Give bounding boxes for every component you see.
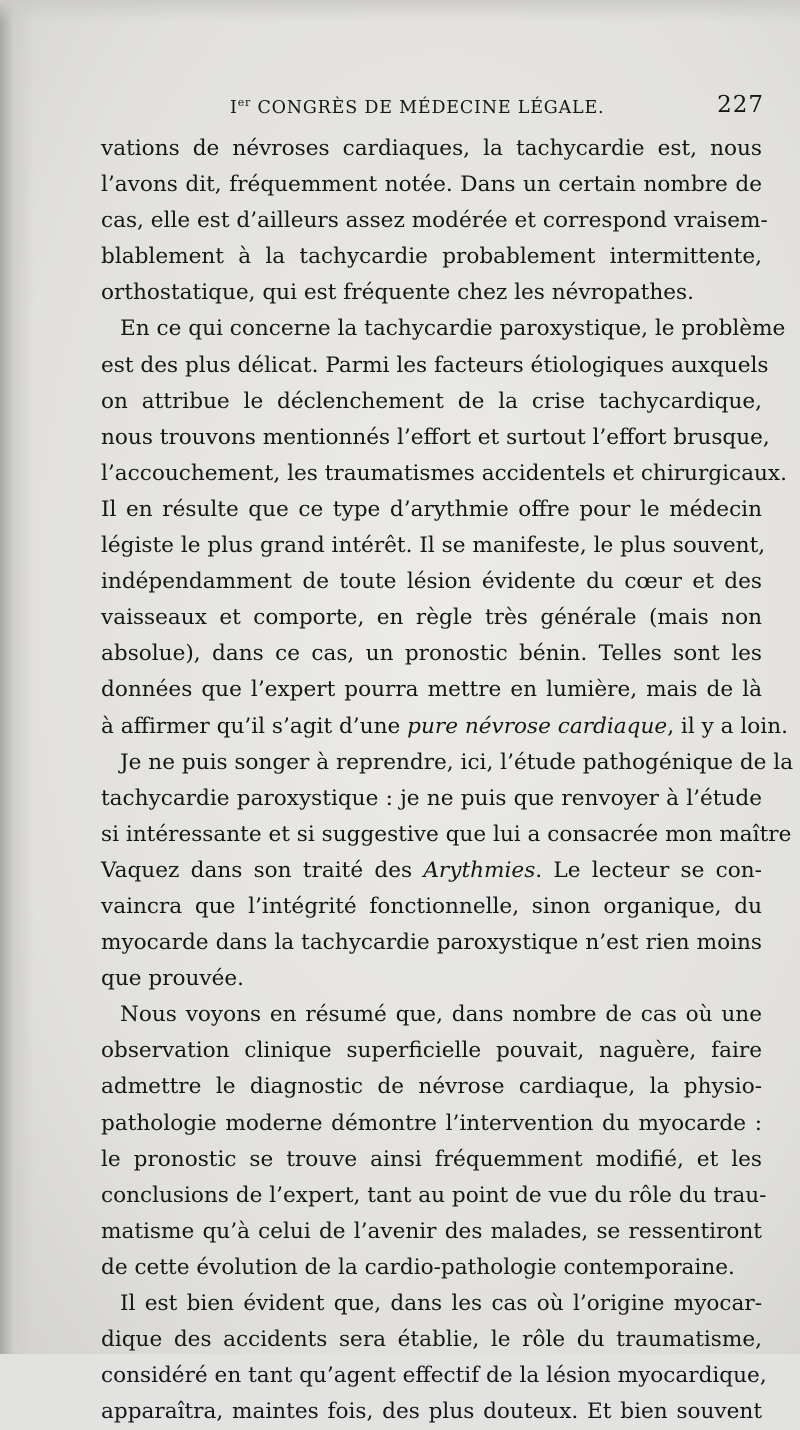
text-line: cas, elle est d’ailleurs assez modérée et correspond vraisem- (101, 208, 768, 234)
text-line: on attribue le déclenchement de la crise tachycardique, (101, 388, 762, 414)
text-segment: , il y a loin. (667, 713, 788, 739)
text-line: indépendamment de toute lésion évidente du cœur et des (101, 569, 762, 595)
title-superscript: er (237, 96, 252, 109)
page-top-shadow (0, 0, 800, 22)
text-line: Il en résulte que ce type d’arythmie offre pour le médecin (101, 496, 762, 522)
text-line: pathologie moderne démontre l’intervention du myocarde : (101, 1110, 762, 1136)
page-number: 227 (717, 92, 764, 118)
text-line: Il est bien évident que, dans les cas où l’origine myocar- (120, 1291, 762, 1316)
text-line: vaincra que l’intégrité fonctionnelle, sinon organique, du (101, 893, 762, 919)
text-line: admettre le diagnostic de névrose cardiaque, la physio- (101, 1074, 762, 1100)
page-gutter-shadow (0, 0, 34, 1354)
title-prefix: I (230, 98, 238, 118)
text-line: orthostatique, qui est fréquente chez les névropathes. (101, 280, 694, 306)
text-line: matisme qu’à celui de l’avenir des malades, se ressentiront (101, 1218, 762, 1244)
text-line: Je ne puis songer à reprendre, ici, l’étude pathogénique de la (120, 749, 794, 775)
text-line (101, 853, 762, 889)
text-line: observation clinique superficielle pouvait, naguère, faire (101, 1038, 762, 1064)
text-line: si intéressante et si suggestive que lui a consacrée mon maître (101, 821, 792, 847)
text-line: nous trouvons mentionnés l’effort et surtout l’effort brusque, (101, 424, 770, 450)
text-line: tachycardie paroxystique : je ne puis que renvoyer à l’étude (101, 785, 762, 811)
text-line: considéré en tant qu’agent effectif de la lésion myocardique, (101, 1363, 767, 1389)
text-line: que prouvée. (101, 966, 245, 992)
text-line: blablement à la tachycardie probablement intermittente, (101, 244, 762, 270)
text-line: vations de névroses cardiaques, la tachycardie est, nous (101, 136, 762, 161)
text-line: légiste le plus grand intérêt. Il se manifeste, le plus souvent, (101, 533, 766, 559)
text-line: l’accouchement, les traumatismes accidentels et chirurgicaux. (101, 460, 787, 486)
text-line: Nous voyons en résumé que, dans nombre de cas où une (120, 1002, 762, 1028)
text-line: le pronostic se trouve ainsi fréquemment modifié, et les (101, 1146, 762, 1172)
running-header (96, 92, 764, 124)
text-line: En ce qui concerne la tachycardie paroxystique, le problème (120, 316, 786, 342)
text-line: l’avons dit, fréquemment notée. Dans un certain nombre de (101, 172, 762, 198)
italic-phrase: Arythmies (423, 857, 536, 883)
text-segment: . Le lecteur se con- (535, 857, 762, 883)
text-line: est des plus délicat. Parmi les facteurs étiologiques auxquels (101, 352, 769, 378)
italic-phrase: pure névrose cardiaque (407, 713, 668, 739)
text-line: vaisseaux et comporte, en règle très générale (mais non (101, 605, 762, 631)
title-main: CONGRÈS DE MÉDECINE LÉGALE. (251, 98, 605, 118)
text-line: myocarde dans la tachycardie paroxystique n’est rien moins (101, 930, 762, 956)
text-line: données que l’expert pourra mettre en lumière, mais de là (101, 677, 762, 703)
text-line: apparaîtra, maintes fois, des plus douteux. Et bien souvent (101, 1399, 762, 1425)
running-title (230, 96, 604, 118)
text-line: dique des accidents sera établie, le rôle du traumatisme, (101, 1327, 762, 1353)
text-segment: à affirmer qu’il s’agit d’une (101, 713, 408, 739)
text-line: conclusions de l’expert, tant au point de vue du rôle du trau- (101, 1182, 767, 1208)
text-line (101, 709, 788, 745)
text-line: absolue), dans ce cas, un pronostic bénin. Telles sont les (101, 641, 762, 667)
text-line: de cette évolution de la cardio-pathologie contemporaine. (101, 1254, 735, 1280)
text-segment: Vaquez dans son traité des (101, 857, 424, 883)
body-text (101, 131, 794, 1430)
